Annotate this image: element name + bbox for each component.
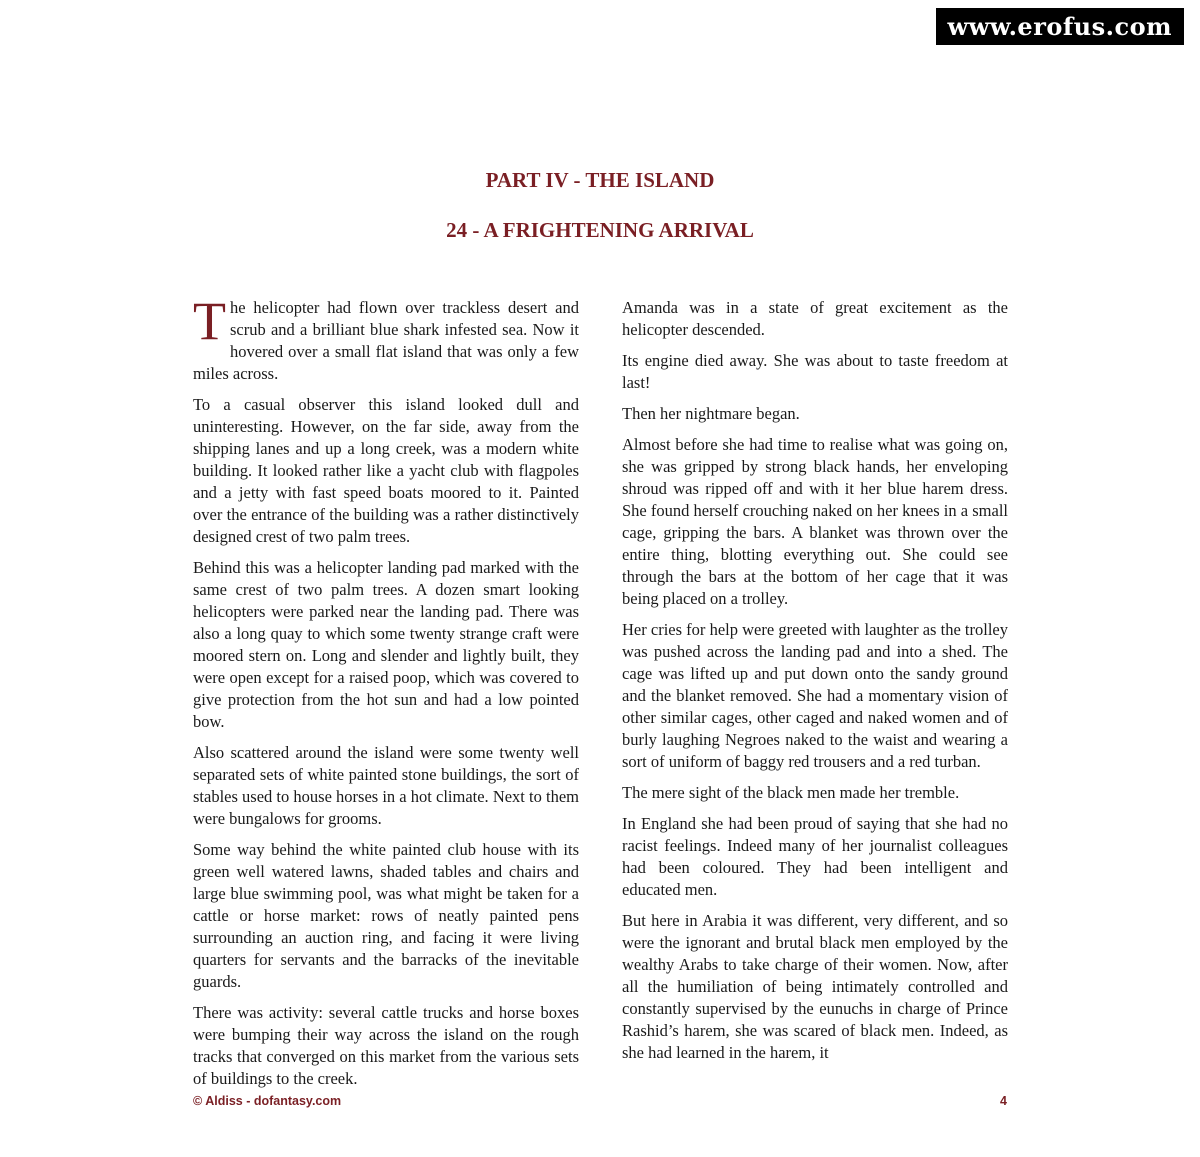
footer-copyright: © Aldiss - dofantasy.com [193,1094,342,1108]
paragraph: Some way behind the white painted club house with its green well watered lawns, shaded tables and chairs and large blue swimming pool, was what might be taken for a cattle or horse market: rows of neatly painted pens surrounding an auction ring, and facing it were living quarters for servants and the barracks of the inevitable guards. [193,840,579,991]
right-column [622,297,1008,1073]
drop-cap: T [193,291,226,351]
paragraph: Almost before she had time to realise what was going on, she was gripped by strong black hands, her enveloping shroud was ripped off and with it her blue harem dress. She found herself crouching naked on her knees in a small cage, gripping the bars. A blanket was thrown over the entire thing, blotting everything out. She could see through the bars at the bottom of her cage that it was being placed on a trolley. [622,435,1008,608]
paragraph-text: he helicopter had flown over trackless desert and scrub and a brilliant blue shark infested sea. Now it hovered over a small flat island that was only a few miles across. [193,298,579,383]
paragraph: Amanda was in a state of great excitement as the helicopter descended. [622,298,1008,339]
paragraph: Also scattered around the island were some twenty well separated sets of white painted stone buildings, the sort of stables used to house horses in a hot climate. Next to them were bungalows for grooms. [193,743,579,828]
paragraph: There was activity: several cattle trucks and horse boxes were bumping their way across the island on the rough tracks that converged on this market from the various sets of buildings to the creek. [193,1003,579,1088]
paragraph: Her cries for help were greeted with laughter as the trolley was pushed across the landing pad and into a shed. The cage was lifted up and put down onto the sandy ground and the blanket removed. She had a momentary vision of other similar cages, other caged and naked women and of burly laughing Negroes naked to the waist and wearing a sort of uniform of baggy red trousers and a red turban. [622,620,1008,771]
paragraph: In England she had been proud of saying that she had no racist feelings. Indeed many of her journalist colleagues had been coloured. They had been intelligent and educated men. [622,814,1008,899]
paragraph: The mere sight of the black men made her tremble. [622,783,960,802]
page-number: 4 [1000,1094,1007,1108]
paragraph: Then her nightmare began. [622,404,800,423]
part-title: PART IV - THE ISLAND [485,168,715,192]
paragraph: To a casual observer this island looked dull and uninteresting. However, on the far side, away from the shipping lanes and up a long creek, was a modern white building. It looked rather like a yacht club with flagpoles and a jetty with fast speed boats moored to it. Painted over the entrance of the building was a rather distinctively designed crest of two palm trees. [193,395,579,546]
chapter-title: 24 - A FRIGHTENING ARRIVAL [446,218,754,242]
paragraph: Behind this was a helicopter landing pad marked with the same crest of two palm trees. A dozen smart looking helicopters were parked near the landing pad. There was also a long quay to which some twenty strange craft were moored stern on. Long and slender and lightly built, they were open except for a raised poop, which was covered to give protection from the hot sun and had a low pointed bow. [193,558,579,731]
left-column [193,291,579,1099]
paragraph: Its engine died away. She was about to taste freedom at last! [622,351,1008,392]
paragraph [193,291,579,385]
paragraph: But here in Arabia it was different, very different, and so were the ignorant and brutal black men employed by the wealthy Arabs to take charge of their women. Now, after all the humiliation of being intimately controlled and constantly supervised by the eunuchs in charge of Prince Rashid’s harem, she was scared of black men. Indeed, as she had learned in the harem, it [622,911,1008,1062]
site-watermark: www.erofus.com [936,8,1185,45]
